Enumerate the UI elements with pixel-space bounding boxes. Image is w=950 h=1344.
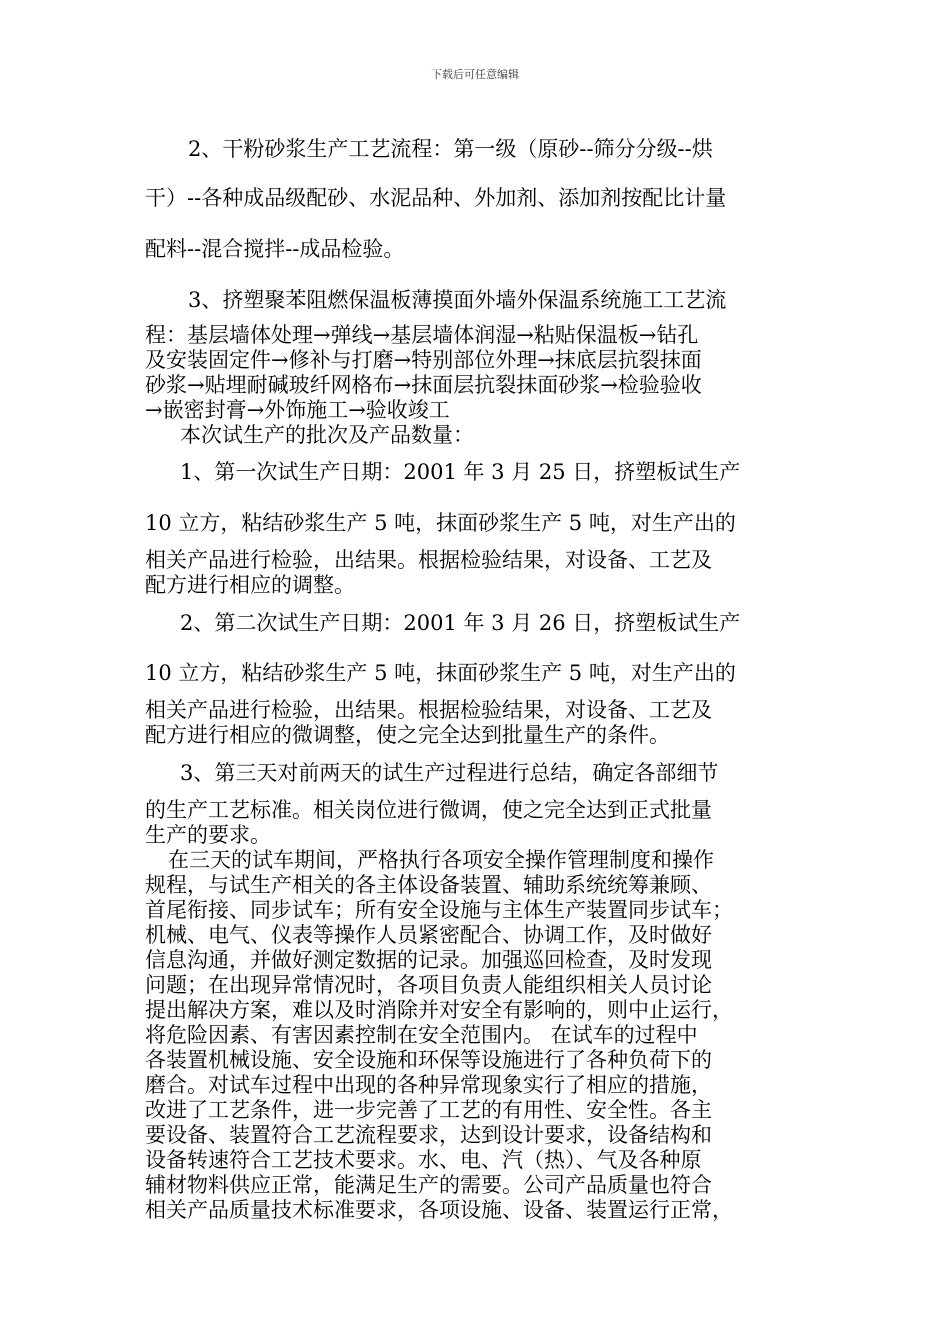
text-line: 配方进行相应的微调整，使之完全达到批量生产的条件。	[145, 723, 670, 747]
text-line: 问题；在出现异常情况时，各项目负责人能组织相关人员讨论	[145, 973, 712, 997]
text-line: 程：基层墙体处理→弹线→基层墙体润湿→粘贴保温板→钻孔	[145, 323, 699, 347]
text-line: 配料--混合搅拌--成品检验。	[145, 237, 405, 261]
text-line: 设备转速符合工艺技术要求。水、电、汽（热）、气及各种原	[145, 1148, 702, 1172]
text-line: 相关产品进行检验，出结果。根据检验结果，对设备、工艺及	[145, 698, 712, 722]
text-line: 辅材物料供应正常，能满足生产的需要。公司产品质量也符合	[145, 1173, 712, 1197]
text-line: 信息沟通，并做好测定数据的记录。加强巡回检查，及时发现	[145, 948, 712, 972]
text-line: 相关产品进行检验，出结果。根据检验结果，对设备、工艺及	[145, 548, 712, 572]
text-line: →嵌密封膏→外饰施工→验收竣工	[145, 398, 450, 422]
text-line: 规程，与试生产相关的各主体设备装置、辅助系统统筹兼顾、	[145, 873, 712, 897]
text-line: 生产的要求。	[145, 823, 271, 847]
text-line: 机械、电气、仪表等操作人员紧密配合、协调工作，及时做好	[145, 923, 712, 947]
text-line: 配方进行相应的调整。	[145, 573, 355, 597]
text-line: 的生产工艺标准。相关岗位进行微调，使之完全达到正式批量	[145, 798, 712, 822]
text-line: 首尾衔接、同步试车；所有安全设施与主体生产装置同步试车；	[145, 898, 733, 922]
text-line: 改进了工艺条件，进一步完善了工艺的有用性、安全性。各主	[145, 1098, 712, 1122]
text-line: 1、第一次试生产日期：2001 年 3 月 25 日，挤塑板试生产	[180, 460, 741, 484]
text-line: 砂浆→贴埋耐碱玻纤网格布→抹面层抗裂抹面砂浆→检验验收	[145, 373, 702, 397]
text-line: 将危险因素、有害因素控制在安全范围内。 在试车的过程中	[145, 1023, 698, 1047]
text-line: 本次试生产的批次及产品数量：	[180, 423, 474, 447]
text-line: 及安装固定件→修补与打磨→特别部位外理→抹底层抗裂抹面	[145, 348, 702, 372]
text-line: 干）--各种成品级配砂、水泥品种、外加剂、添加剂按配比计量	[145, 186, 727, 210]
text-line: 相关产品质量技术标准要求，各项设施、设备、装置运行正常，	[145, 1198, 733, 1222]
text-line: 10 立方，粘结砂浆生产 5 吨，抹面砂浆生产 5 吨，对生产出的	[145, 511, 736, 535]
text-line: 3、第三天对前两天的试生产过程进行总结，确定各部细节	[180, 761, 719, 785]
text-line: 10 立方，粘结砂浆生产 5 吨，抹面砂浆生产 5 吨，对生产出的	[145, 661, 736, 685]
text-line: 2、第二次试生产日期：2001 年 3 月 26 日，挤塑板试生产	[180, 611, 741, 635]
page-header: 下载后可任意编辑	[431, 68, 519, 81]
text-line: 各装置机械设施、安全设施和环保等设施进行了各种负荷下的	[145, 1048, 712, 1072]
text-line: 2、干粉砂浆生产工艺流程：第一级（原砂--筛分分级--烘	[188, 137, 713, 161]
text-line: 要设备、装置符合工艺流程要求，达到设计要求，设备结构和	[145, 1123, 712, 1147]
text-line: 磨合。对试车过程中出现的各种异常现象实行了相应的措施，	[145, 1073, 712, 1097]
text-line: 3、挤塑聚苯阻燃保温板薄摸面外墙外保温系统施工工艺流	[188, 288, 727, 312]
text-line: 提出解决方案，难以及时消除并对安全有影响的，则中止运行，	[145, 998, 733, 1022]
text-line: 在三天的试车期间，严格执行各项安全操作管理制度和操作	[168, 848, 714, 872]
